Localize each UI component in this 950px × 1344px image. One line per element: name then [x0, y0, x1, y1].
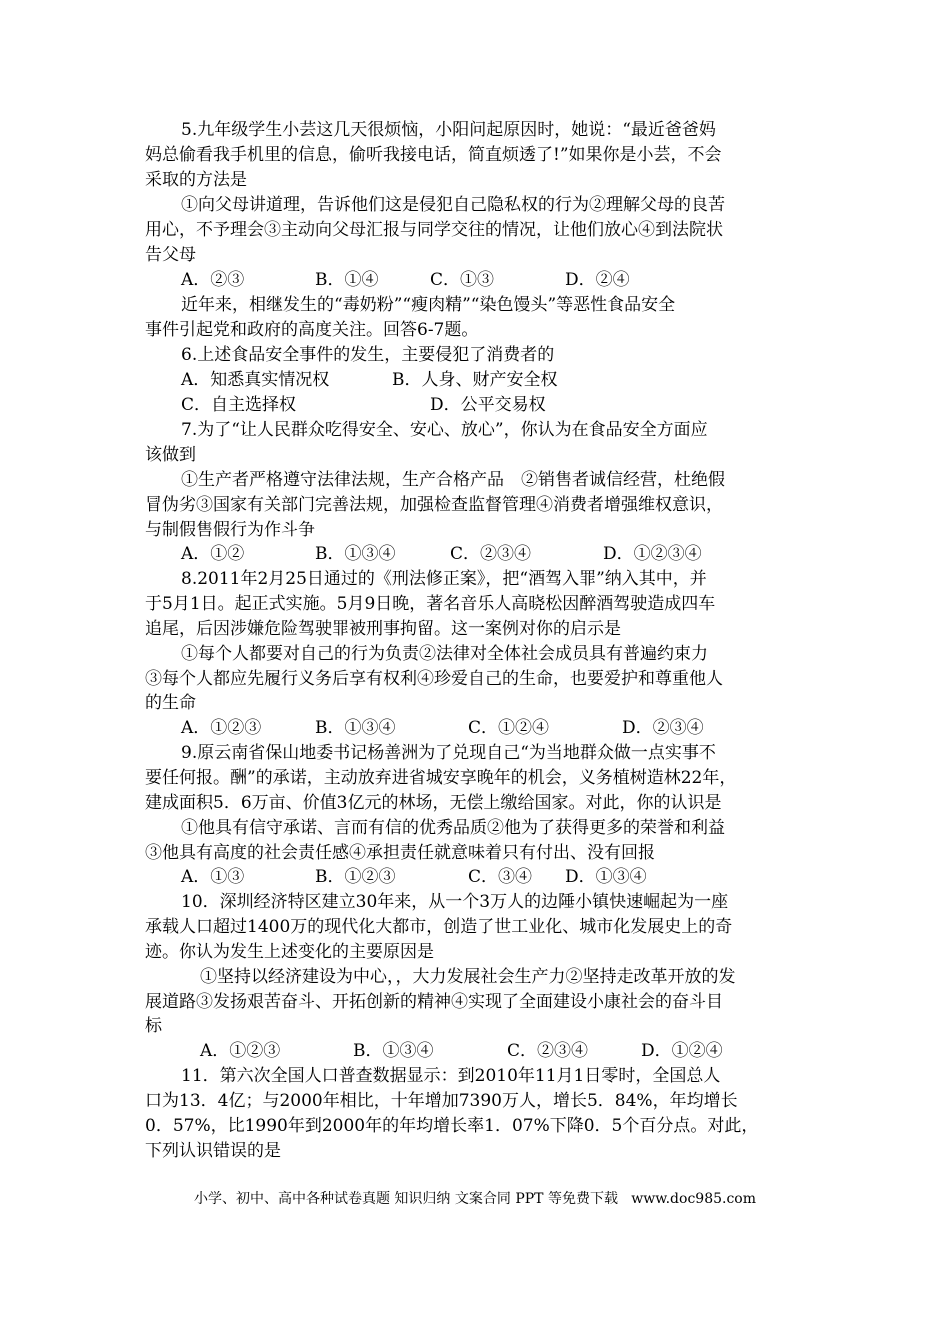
- statement-line: 冒伪劣③国家有关部门完善法规，加强检查监督管理④消费者增强维权意识，: [145, 495, 723, 515]
- option-a: A．①②③: [200, 1041, 281, 1061]
- question-stem: 5.九年级学生小芸这几天很烦恼，小阳问起原因时，她说：“最近爸爸妈: [181, 120, 716, 140]
- option-a: A．①②③: [181, 718, 262, 738]
- question-stem: 8.2011年2月25日通过的《刑法修正案》，把“酒驾入罪”纳入其中，并: [181, 569, 707, 589]
- option-c: C．①②④: [468, 718, 550, 738]
- option-b: B．①④: [315, 270, 379, 290]
- statement-line: 用心，不予理会③主动向父母汇报与同学交往的情况，让他们放心④到法院状: [145, 220, 723, 240]
- question-stem: 下列认识错误的是: [145, 1141, 281, 1161]
- question-stem: 9.原云南省保山地委书记杨善洲为了兑现自己“为当地群众做一点实事不: [181, 743, 716, 763]
- option-d: D．公平交易权: [430, 395, 546, 415]
- option-d: D．②③④: [622, 718, 704, 738]
- answer-options: [0, 542, 950, 566]
- question-stem: 采取的方法是: [145, 170, 247, 190]
- option-b: B．①③④: [315, 718, 396, 738]
- answer-options: [0, 393, 950, 417]
- answer-options: [0, 865, 950, 889]
- statement-line: 与制假售假行为作斗争: [145, 520, 315, 540]
- option-c: C．②③④: [507, 1041, 589, 1061]
- option-a: A．①③: [181, 867, 245, 887]
- question-stem: 于5月1日。起正式实施。5月9日晚，著名音乐人高晓松因醉酒驾驶造成四车: [145, 594, 716, 614]
- option-d: D．①②③④: [603, 544, 702, 564]
- statement-line: 展道路③发扬艰苦奋斗、开拓创新的精神④实现了全面建设小康社会的奋斗目: [145, 992, 723, 1012]
- option-d: D．①③④: [565, 867, 647, 887]
- question-stem: 6.上述食品安全事件的发生，主要侵犯了消费者的: [181, 345, 555, 365]
- option-d: D．②④: [565, 270, 630, 290]
- statement-line: ①坚持以经济建设为中心，，大力发展社会生产力②坚持走改革开放的发: [200, 967, 736, 987]
- question-stem: 10．深圳经济特区建立30年来，从一个3万人的边陲小镇快速崛起为一座: [181, 892, 729, 912]
- statement-line: ③每个人都应先履行义务后享有权利④珍爱自己的生命，也要爱护和尊重他人: [145, 669, 723, 689]
- statement-line: ①向父母讲道理，告诉他们这是侵犯自己隐私权的行为②理解父母的良苦: [181, 195, 725, 215]
- question-stem: 追尾，后因涉嫌危险驾驶罪被刑事拘留。这一案例对你的启示是: [145, 619, 621, 639]
- statement-line: ③他具有高度的社会责任感④承担责任就意味着只有付出、没有回报: [145, 843, 655, 863]
- intro-line: 事件引起党和政府的高度关注。回答6-7题。: [145, 320, 479, 340]
- answer-options: [0, 368, 950, 392]
- statement-line: ①每个人都要对自己的行为负责②法律对全体社会成员具有普遍约束力: [181, 644, 708, 664]
- question-stem: 0．57%，比1990年到2000年的年均增长率1．07%下降0．5个百分点。对此，: [145, 1116, 759, 1136]
- question-stem: 口为13．4亿；与2000年相比，十年增加7390万人，增长5．84%，年均增长: [145, 1091, 738, 1111]
- option-b: B．①③④: [353, 1041, 434, 1061]
- question-stem: 迹。你认为发生上述变化的主要原因是: [145, 942, 434, 962]
- statement-line: ①生产者严格遵守法律法规，生产合格产品 ②销售者诚信经营，杜绝假: [181, 470, 725, 490]
- option-b: B．①②③: [315, 867, 396, 887]
- statement-line: 告父母: [145, 245, 196, 265]
- question-stem: 要任何报。酬”的承诺，主动放弃进省城安享晚年的机会，义务植树造林22年，: [145, 768, 737, 788]
- page-footer: 小学、初中、高中各种试卷真题 知识归纳 文案合同 PPT 等免费下载 www.doc985.com: [193, 1191, 756, 1207]
- option-a: A．①②: [181, 544, 245, 564]
- intro-line: 近年来，相继发生的“毒奶粉”“瘦肉精”“染色馒头”等恶性食品安全: [181, 295, 676, 315]
- option-a: A．知悉真实情况权: [181, 370, 330, 390]
- answer-options: [0, 268, 950, 292]
- question-stem: 7.为了“让人民群众吃得安全、安心、放心”，你认为在食品安全方面应: [181, 420, 708, 440]
- statement-line: 的生命: [145, 693, 196, 713]
- question-stem: 承载人口超过1400万的现代化大都市，创造了世工业化、城市化发展史上的奇: [145, 917, 733, 937]
- question-stem: 该做到: [145, 445, 196, 465]
- option-d: D．①②④: [641, 1041, 723, 1061]
- question-stem: 妈总偷看我手机里的信息，偷听我接电话，简直烦透了!”如果你是小芸，不会: [145, 145, 722, 165]
- option-c: C．③④: [468, 867, 533, 887]
- option-a: A．②③: [181, 270, 245, 290]
- option-c: C．自主选择权: [181, 395, 297, 415]
- option-b: B．①③④: [315, 544, 396, 564]
- question-stem: 建成面积5．6万亩、价值3亿元的林场，无偿上缴给国家。对此，你的认识是: [145, 793, 722, 813]
- answer-options: [0, 1039, 950, 1063]
- statement-line: ①他具有信守承诺、言而有信的优秀品质②他为了获得更多的荣誉和利益: [181, 818, 725, 838]
- option-c: C．②③④: [450, 544, 532, 564]
- question-stem: 11．第六次全国人口普查数据显示：到2010年11月1日零时，全国总人: [181, 1066, 721, 1086]
- answer-options: [0, 716, 950, 740]
- option-b: B．人身、财产安全权: [392, 370, 558, 390]
- option-c: C．①③: [430, 270, 495, 290]
- statement-line: 标: [145, 1016, 162, 1036]
